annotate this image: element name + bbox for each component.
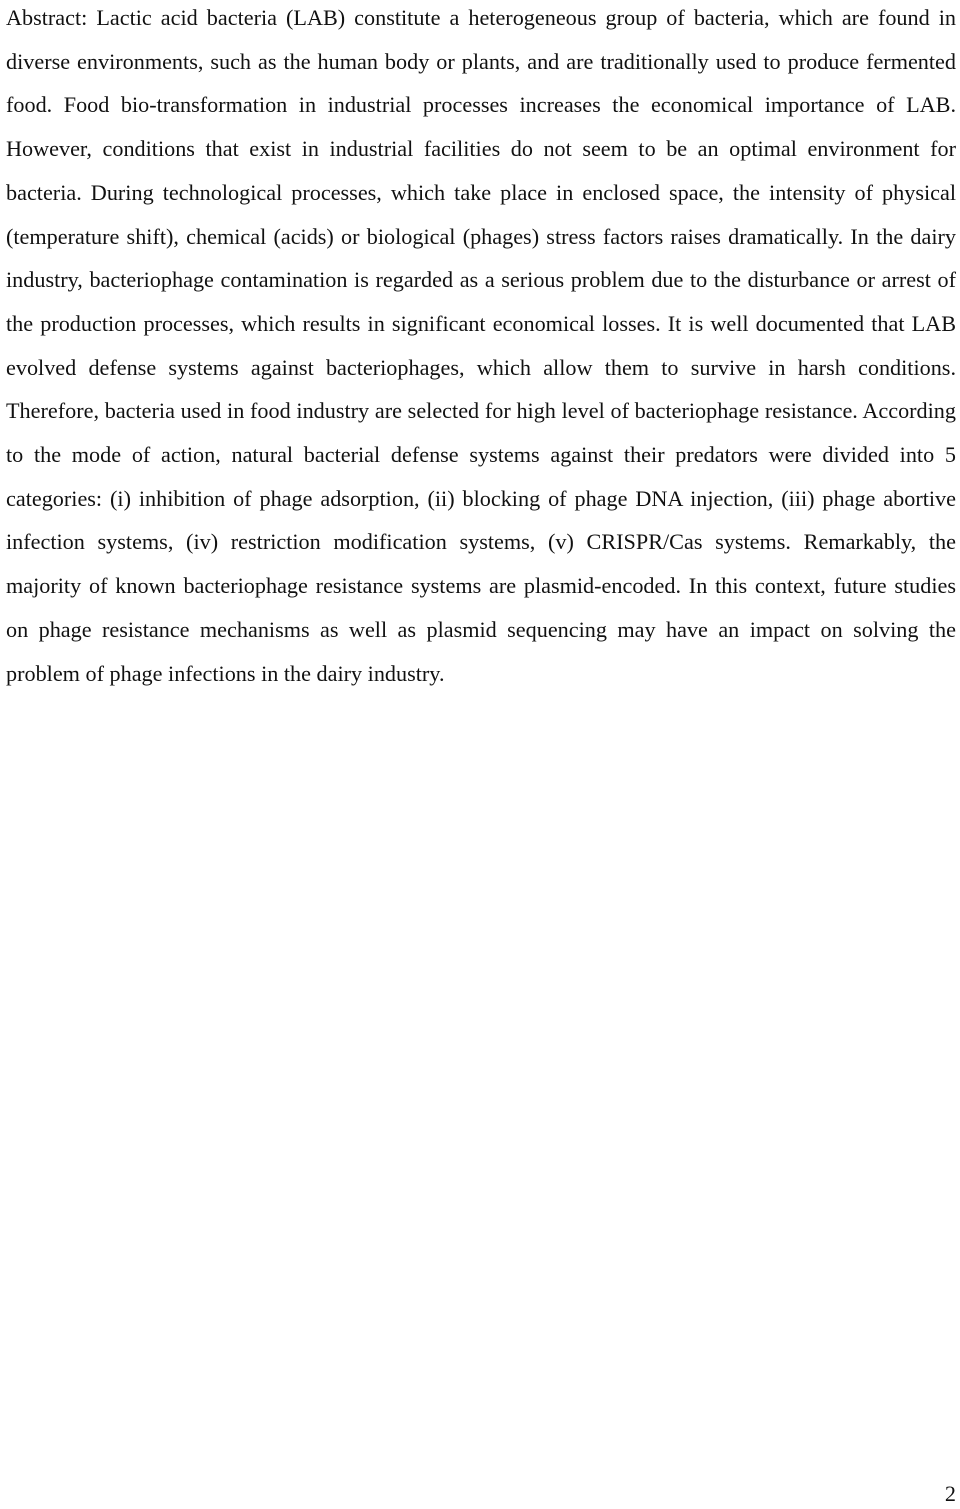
page-number: 2 [944, 1481, 956, 1506]
abstract-paragraph: Abstract: Lactic acid bacteria (LAB) constitute a heterogeneous group of bacteria, which are found in diverse environments, such as the human body or plants, and are traditionally used to produce fermented food. Food bio-transformation in industrial processes increases the economical importance of LAB. However, conditions that exist in industrial facilities do not seem to be an optimal environment for bacteria. During technological processes, which take place in enclosed space, the intensity of physical (temperature shift), chemical (acids) or biological (phages) stress factors raises dramatically. In the dairy industry, bacteriophage contamination is regarded as a serious problem due to the disturbance or arrest of the production processes, which results in significant economical losses. It is well documented that LAB evolved defense systems against bacteriophages, which allow them to survive in harsh conditions. Therefore, bacteria used in food industry are selected for high level of bacteriophage resistance. According to the mode of action, natural bacterial defense systems against their predators were divided into 5 categories: (i) inhibition of phage adsorption, (ii) blocking of phage DNA injection, (iii) phage abortive infection systems, (iv) restriction modification systems, (v) CRISPR/Cas systems. Remarkably, the majority of known bacteriophage resistance systems are plasmid-encoded. In this context, future studies on phage resistance mechanisms as well as plasmid sequencing may have an impact on solving the problem of phage infections in the dairy industry. [6, 5, 956, 686]
